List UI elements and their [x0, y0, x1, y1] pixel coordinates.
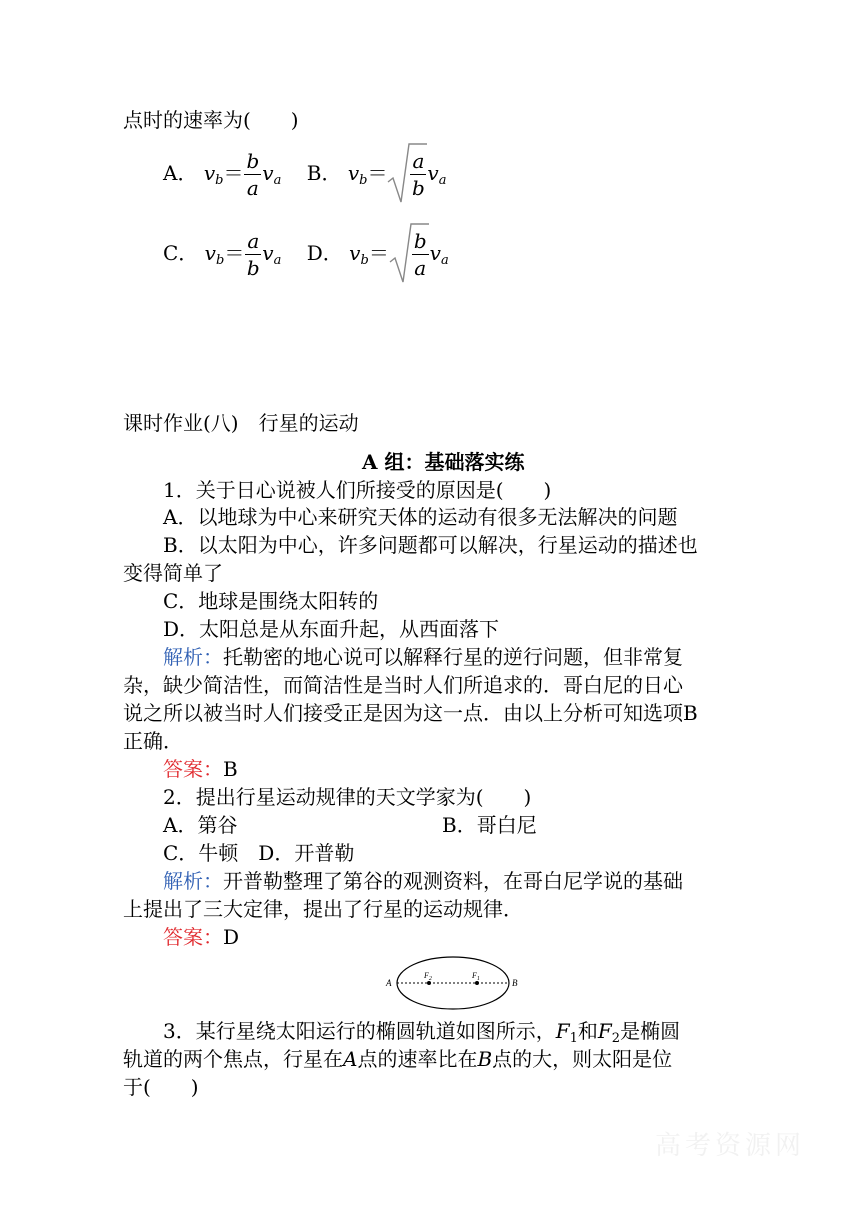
sub-a: a [440, 253, 449, 268]
q2-stem: 2．提出行星运动规律的天文学家为( ) [163, 785, 532, 809]
sub-b: b [359, 173, 368, 188]
q1-analysis-line2: 杂，缺少简洁性，而简洁性是当时人们所追求的．哥白尼的日心 [123, 673, 683, 697]
answer-label: 答案： [163, 925, 223, 949]
prev-question-stem-end: 点时的速率为( ) [123, 108, 299, 132]
q1-option-b-line1: B．以太阳为中心，许多问题都可以解决，行星运动的描述也 [163, 533, 698, 557]
v-symbol: v [427, 161, 439, 185]
watermark: 高考资源网 [655, 1131, 806, 1161]
analysis-label: 解析： [163, 645, 223, 669]
v-symbol: v [349, 241, 361, 265]
q2-option-b: B．哥白尼 [442, 813, 537, 837]
q1-analysis-line4: 正确． [123, 729, 183, 753]
answer-value: D [223, 925, 240, 949]
sub-a: a [438, 173, 447, 188]
prev-option-ab-row [163, 148, 447, 200]
label-f1: $F_1$ [472, 971, 480, 982]
q3-line1: 3．某行星绕太阳运行的椭圆轨道如图所示，$F_1$和$F_2$是椭圆 [163, 1019, 681, 1046]
q2-analysis-line1 [163, 867, 683, 895]
q1-answer [163, 755, 238, 783]
v-symbol: v [262, 241, 274, 265]
sub-b: b [360, 253, 369, 268]
fraction-a-over-b: $\frac{a}{b}$ [246, 229, 260, 280]
q1-analysis-line1 [163, 643, 683, 671]
q3-line2: 轨道的两个焦点，行星在A点的速率比在B点的大，则太阳是位 [123, 1047, 673, 1071]
q1-analysis-line3: 说之所以被当时人们接受正是因为这一点．由以上分析可知选项B [123, 701, 698, 725]
label-b: B [512, 978, 518, 988]
sqrt-a-over-b: $\frac{a}{b}$ [387, 148, 427, 201]
answer-label: 答案： [163, 757, 223, 781]
sub-b: b [215, 173, 224, 188]
v-symbol: v [429, 241, 441, 265]
q1-stem: 1．关于日心说被人们所接受的原因是( ) [163, 478, 552, 502]
analysis-label: 解析： [163, 869, 223, 893]
analysis-text: 开普勒整理了第谷的观测资料，在哥白尼学说的基础 [223, 869, 683, 893]
v-symbol: v [204, 241, 216, 265]
analysis-text: 托勒密的地心说可以解释行星的逆行问题，但非常复 [223, 645, 683, 669]
sub-a: a [273, 253, 282, 268]
q2-analysis-line2: 上提出了三大定律，提出了行星的运动规律． [123, 897, 523, 921]
prev-option-cd-row [163, 228, 449, 280]
equals: ＝ [368, 241, 389, 265]
q1-option-d: D．太阳总是从东面升起，从西面落下 [163, 617, 500, 641]
option-a-label: A． [163, 161, 198, 185]
sub-b: b [215, 253, 225, 268]
answer-value: B [223, 757, 238, 781]
equals: ＝ [224, 241, 245, 265]
q2-option-a: A．第谷 [163, 813, 238, 837]
q1-option-a: A．以地球为中心来研究天体的运动有很多无法解决的问题 [163, 505, 678, 529]
sqrt-b-over-a: $\frac{b}{a}$ [389, 228, 430, 281]
label-a: A [386, 978, 392, 988]
option-c-label: C． [163, 241, 199, 265]
section-title: 课时作业(八) 行星的运动 [123, 411, 359, 435]
equals: ＝ [367, 161, 388, 185]
q2-option-cd: C．牛顿 D．开普勒 [163, 841, 355, 865]
q3-line3: 于( ) [123, 1075, 199, 1099]
group-heading: A 组：基础落实练 [362, 450, 525, 474]
v-symbol: v [203, 161, 216, 185]
equals: ＝ [223, 161, 244, 185]
v-symbol: v [347, 161, 360, 185]
q2-answer [163, 923, 239, 951]
ellipse-orbit-figure [378, 955, 528, 1017]
label-f2: $F_2$ [424, 971, 432, 982]
option-d-label: D． [306, 241, 343, 265]
fraction-b-over-a: $\frac{b}{a}$ [246, 149, 260, 200]
v-symbol: v [262, 161, 274, 185]
option-b-label: B． [306, 161, 342, 185]
q1-option-c: C．地球是围绕太阳转的 [163, 589, 379, 613]
q1-option-b-line2: 变得简单了 [123, 561, 223, 585]
sub-a: a [273, 173, 282, 188]
